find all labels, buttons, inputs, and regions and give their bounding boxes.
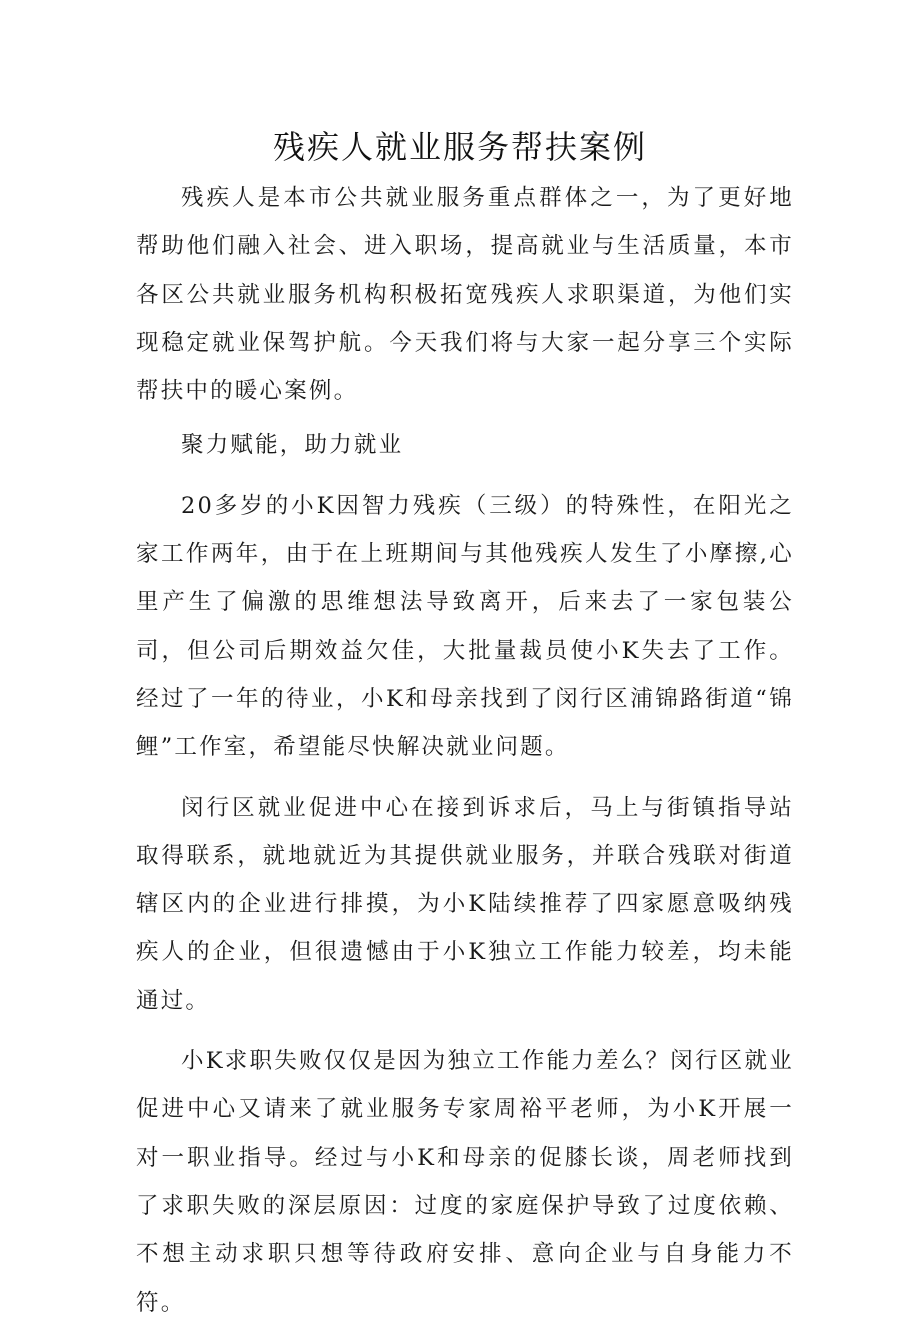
document-body	[136, 174, 794, 1327]
section-heading: 聚力赋能，助力就业	[181, 432, 404, 459]
intro-paragraph: 残疾人是本市公共就业服务重点群体之一，为了更好地帮助他们融入社会、进入职场，提高就业与生活质量，本市各区公共就业服务机构积极拓宽残疾人求职渠道，为他们实现稳定就业保驾护航。今天我们将与大家一起分享三个实际帮扶中的暖心案例。	[136, 185, 794, 405]
case-paragraph-3: 小K求职失败仅仅是因为独立工作能力差么？闵行区就业促进中心又请来了就业服务专家周裕平老师，为小K开展一对一职业指导。经过与小K和母亲的促膝长谈，周老师找到了求职失败的深层原因：过度的家庭保护导致了过度依赖、不想主动求职只想等待政府安排、意向企业与自身能力不符。	[136, 1048, 794, 1316]
case-paragraph-2: 闵行区就业促进中心在接到诉求后，马上与街镇指导站取得联系，就地就近为其提供就业服务，并联合残联对街道辖区内的企业进行排摸，为小K陆续推荐了四家愿意吸纳残疾人的企业，但很遗憾由于小K独立工作能力较差，均未能通过。	[136, 794, 794, 1014]
document-title: 残疾人就业服务帮扶案例	[272, 128, 647, 166]
case-paragraph-1: 20多岁的小K因智力残疾（三级）的特殊性，在阳光之家工作两年，由于在上班期间与其他残疾人发生了小摩擦,心里产生了偏激的思维想法导致离开，后来去了一家包装公司，但公司后期效益欠佳，大批量裁员使小K失去了工作。经过了一年的待业，小K和母亲找到了闵行区浦锦路街道“锦鲤”工作室，希望能尽快解决就业问题。	[136, 492, 794, 761]
